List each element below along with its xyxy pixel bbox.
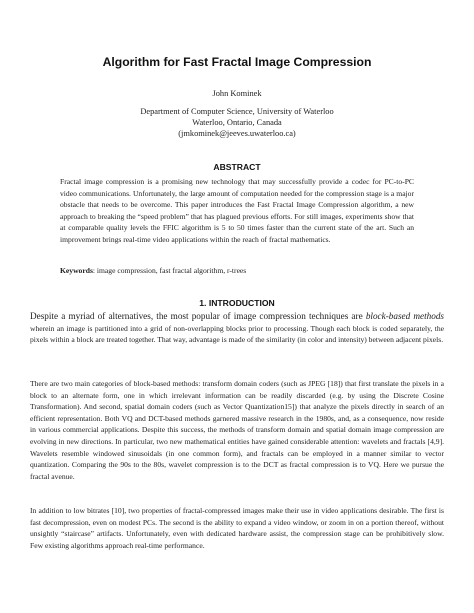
intro-paragraph-1 xyxy=(30,311,444,346)
affiliation-line-1: Department of Computer Science, University of Waterloo xyxy=(140,107,334,116)
keywords-label: Keywords xyxy=(60,266,93,275)
keywords-text: : image compression, fast fractal algorithm, r-trees xyxy=(92,266,247,275)
introduction-heading: 1. INTRODUCTION xyxy=(199,298,275,308)
intro-p1-start: Despite a myriad of alternatives, the most popular of image compression techniques are xyxy=(30,311,366,321)
author-name: John Kominek xyxy=(212,89,262,98)
abstract-text: Fractal image compression is a promising new technology that may successfully provide a codec for PC-to-PC video communications. Unfortunately, the large amount of computation needed for the compression stage is a major obstacle that needs to be overcome. This paper introduces the Fast Fractal Image Compression algorithm, a new approach to breaking the “speed problem” that has plagued previous efforts. For still images, experiments show that at comparable quality levels the FFIC algorithm is 5 to 50 times faster than the current state of the art. Such an improvement brings real-time video applications within the reach of fractal mathematics. xyxy=(60,177,414,244)
keywords-line xyxy=(60,265,414,277)
intro-paragraph-2: There are two main categories of block-based methods: transform domain coders (such as JPEG [18]) that first translate the pixels in a block to an alternate form, one in which irrelevant information can be readily discarded (e.g. by using the Discrete Cosine Transformation). And second, spatial domain coders (such as Vector Quantization15]) that analyze the pixels directly in search of an efficient representation. Both VQ and DCT-based methods garnered massive research in the 1980s, and, as a consequence, now reside in various commercial applications. Despite this success, the methods of transform domain and spatial domain image compression are evolving in new directions. In particular, two new mathematical entities have gained considerable attention: wavelets and fractals [4,9]. Wavelets resemble windowed sinusoidals (in one common form), and fractals can be employed in a manner similar to vector quantization. Comparing the 90s to the 80s, wavelet compression is to the DCT as fractal compression is to VQ. Here we pursue the fractal avenue. xyxy=(30,379,444,481)
affiliation-line-2: Waterloo, Ontario, Canada xyxy=(192,118,282,127)
intro-p1-italic: block-based methods xyxy=(365,311,444,321)
author-email: (jmkominek@jeeves.uwaterloo.ca) xyxy=(178,129,296,138)
intro-p1-rest: wherein an image is partitioned into a grid of non-overlapping blocks prior to processing. Though each block is coded separately, the pixels within a block are treated together. That way, advantage is made of the similarity (in color and intensity) between adjacent pixels. xyxy=(30,323,444,345)
intro-paragraph-3: In addition to low bitrates [10], two properties of fractal-compressed images make their use in video applications desirable. The first is fast decompression, even on modest PCs. The second is the ability to expand a video window, or zoom in on a portion thereof, without unsightly “staircase” artifacts. Unfortunately, even with dedicated hardware assist, the compression stage can be prohibitively slow. Few existing algorithms approach real-time performance. xyxy=(30,506,444,550)
abstract-heading: ABSTRACT xyxy=(213,162,261,172)
paper-title: Algorithm for Fast Fractal Image Compression xyxy=(102,55,372,69)
